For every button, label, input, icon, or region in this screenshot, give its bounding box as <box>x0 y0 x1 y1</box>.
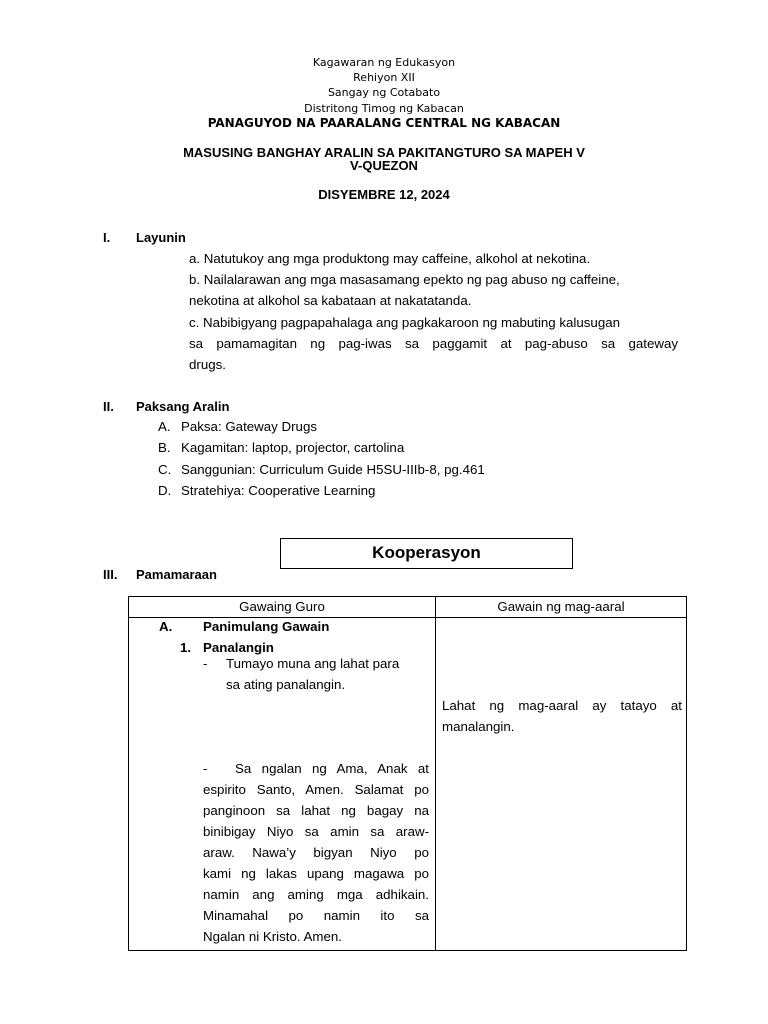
prayer-line4: binibigay Niyo sa amin sa araw- <box>203 824 429 839</box>
objective-c-line3: drugs. <box>189 357 226 372</box>
reference-item-text: Sanggunian: Curriculum Guide H5SU-IIIb-8, pg.461 <box>181 462 485 477</box>
section-2-number: II. <box>103 399 114 414</box>
topic-item-letter: A. <box>158 419 171 434</box>
objective-b-line2: nekotina at alkohol sa kabataan at nakatatanda. <box>189 293 472 308</box>
section-1-title: Layunin <box>136 230 186 245</box>
section-2-title: Paksang Aralin <box>136 399 230 414</box>
section-3-title: Pamamaraan <box>136 567 217 582</box>
prayer-line5: araw. Nawa’y bigyan Niyo po <box>203 845 429 860</box>
teacher-instruction-line1: Tumayo muna ang lahat para <box>226 656 400 671</box>
step-title: Panalangin <box>203 640 274 655</box>
table-header-row <box>129 597 687 618</box>
objective-c-line1: c. Nabibigyang pagpapahalaga ang pagkakaroon ng mabuting kalusugan <box>189 315 621 330</box>
prayer-line3: panginoon sa lahat ng bagay na <box>203 803 429 818</box>
strategy-item-letter: D. <box>158 483 172 498</box>
bullet-dash: - <box>203 761 208 776</box>
teacher-column-header: Gawaing Guro <box>129 597 436 618</box>
part-title: Panimulang Gawain <box>203 619 330 634</box>
topic-item-text: Paksa: Gateway Drugs <box>181 419 317 434</box>
procedure-table <box>128 596 687 951</box>
table-row <box>129 618 687 951</box>
bullet-dash: - <box>203 656 208 671</box>
prayer-line7: namin ang aming mga adhikain. <box>203 887 429 902</box>
header-line-district: Distritong Timog ng Kabacan <box>304 102 464 115</box>
kooperasyon-box: Kooperasyon <box>280 538 573 569</box>
teacher-activity-cell <box>129 618 436 951</box>
document-subtitle: V-QUEZON <box>350 158 418 173</box>
objective-b-line1: b. Nailalarawan ang mga masasamang epekto ng pag abuso ng caffeine, <box>189 272 620 287</box>
prayer-line6: kami ng lakas upang magawa po <box>203 866 429 881</box>
prayer-line2: espirito Santo, Amen. Salamat po <box>203 782 429 797</box>
strategy-item-text: Stratehiya: Cooperative Learning <box>181 483 376 498</box>
prayer-line8: Minamahal po namin ito sa <box>203 908 429 923</box>
student-response-line2: manalangin. <box>442 719 515 734</box>
header-line-division: Sangay ng Cotabato <box>327 86 441 99</box>
document-date: DISYEMBRE 12, 2024 <box>318 187 450 202</box>
objective-a: a. Natutukoy ang mga produktong may caffeine, alkohol at nekotina. <box>189 251 591 266</box>
teacher-instruction-line2: sa ating panalangin. <box>226 677 346 692</box>
prayer-line9: Ngalan ni Kristo. Amen. <box>203 929 342 944</box>
section-1-number: I. <box>103 230 111 245</box>
header-line-region: Rehiyon XII <box>353 71 415 84</box>
objective-c-line2: sa pamamagitan ng pag-iwas sa paggamit at pag-abuso sa gateway <box>189 336 678 351</box>
header-line-department: Kagawaran ng Edukasyon <box>312 56 456 69</box>
school-name: PANAGUYOD NA PAARALANG CENTRAL NG KABACAN <box>207 116 561 130</box>
section-3-number: III. <box>103 567 118 582</box>
student-column-header: Gawain ng mag-aaral <box>436 597 687 618</box>
materials-item-letter: B. <box>158 440 171 455</box>
materials-item-text: Kagamitan: laptop, projector, cartolina <box>181 440 405 455</box>
student-activity-cell <box>436 618 687 951</box>
prayer-line1: Sa ngalan ng Ama, Anak at <box>235 761 429 776</box>
student-response-line1: Lahat ng mag-aaral ay tatayo at <box>442 698 682 713</box>
step-number: 1. <box>180 640 192 655</box>
reference-item-letter: C. <box>158 462 172 477</box>
document-title: MASUSING BANGHAY ARALIN SA PAKITANGTURO SA MAPEH V <box>183 145 585 160</box>
part-letter: A. <box>159 619 173 634</box>
